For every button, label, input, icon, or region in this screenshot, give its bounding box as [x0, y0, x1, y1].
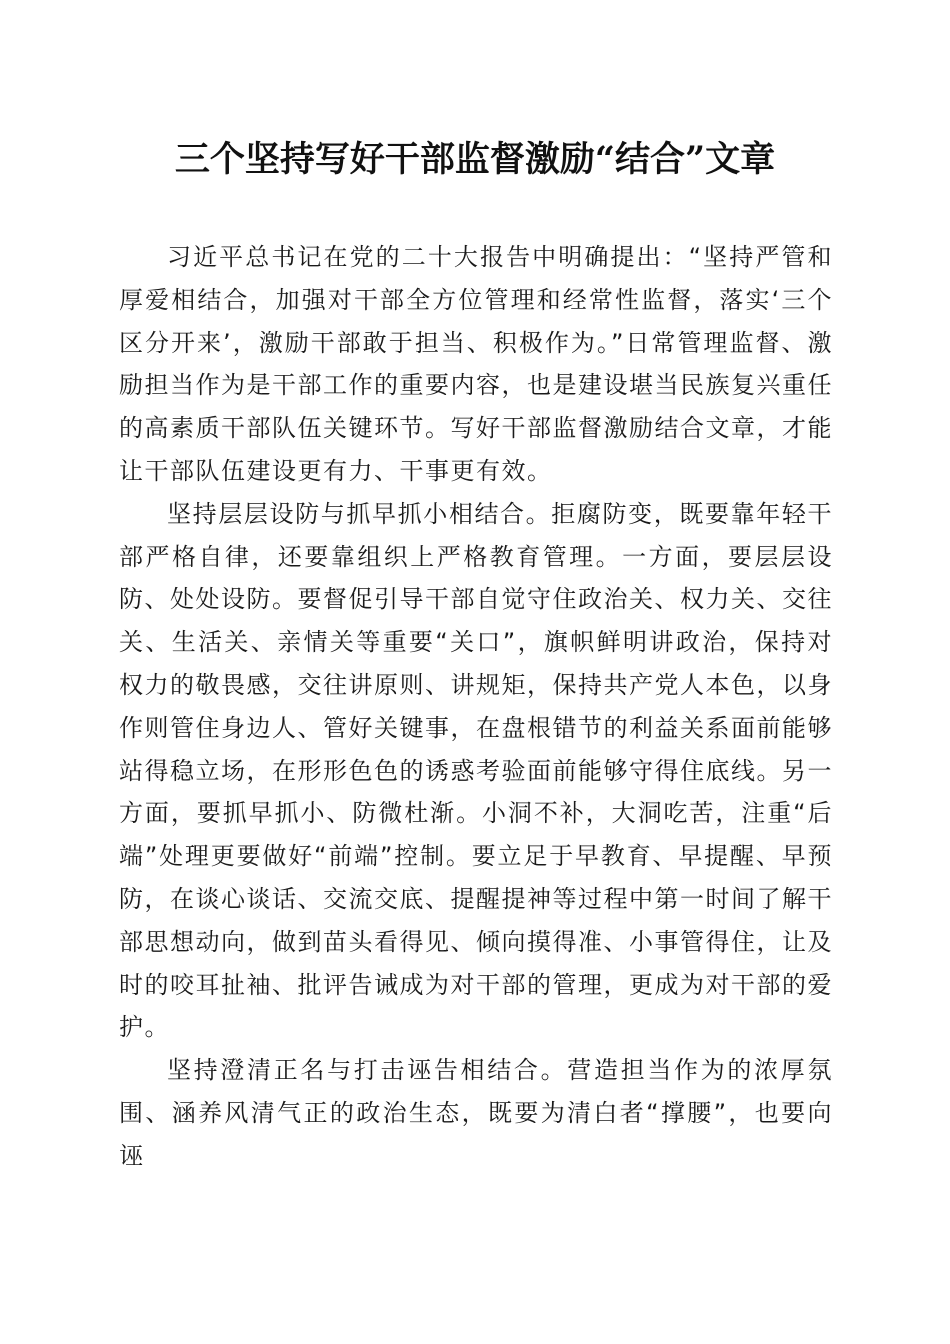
paragraph-clarify-name: 坚持澄清正名与打击诬告相结合。营造担当作为的浓厚氛围、涵养风清气正的政治生态，既要为清白者“撑腰”，也要向诬: [119, 1056, 833, 1170]
paragraph-layered-defense: 坚持层层设防与抓早抓小相结合。拒腐防变，既要靠年轻干部严格自律，还要靠组织上严格教育管理。一方面，要层层设防、处处设防。要督促引导干部自觉守住政治关、权力关、交往关、生活关、亲情关等重要“关口”，旗帜鲜明讲政治，保持对权力的敬畏感，交往讲原则、讲规矩，保持共产党人本色，以身作则管住身边人、管好关键事，在盘根错节的利益关系面前能够站得稳立场，在形形色色的诱惑考验面前能够守得住底线。另一方面，要抓早抓小、防微杜渐。小洞不补，大洞吃苦，注重“后端”处理更要做好“前端”控制。要立足于早教育、早提醒、早预防，在谈心谈话、交流交底、提醒提神等过程中第一时间了解干部思想动向，做到苗头看得见、倾向摸得准、小事管得住，让及时的咬耳扯袖、批评告诫成为对干部的管理，更成为对干部的爱护。: [119, 499, 833, 1042]
document-body: [119, 236, 833, 1178]
paragraph-intro: 习近平总书记在党的二十大报告中明确提出：“坚持严管和厚爱相结合，加强对干部全方位管理和经常性监督，落实‘三个区分开来’，激励干部敢于担当、积极作为。”日常管理监督、激励担当作为是干部工作的重要内容，也是建设堪当民族复兴重任的高素质干部队伍关键环节。写好干部监督激励结合文章，才能让干部队伍建设更有力、干事更有效。: [119, 243, 833, 485]
document-title: 三个坚持写好干部监督激励“结合”文章: [174, 139, 776, 180]
